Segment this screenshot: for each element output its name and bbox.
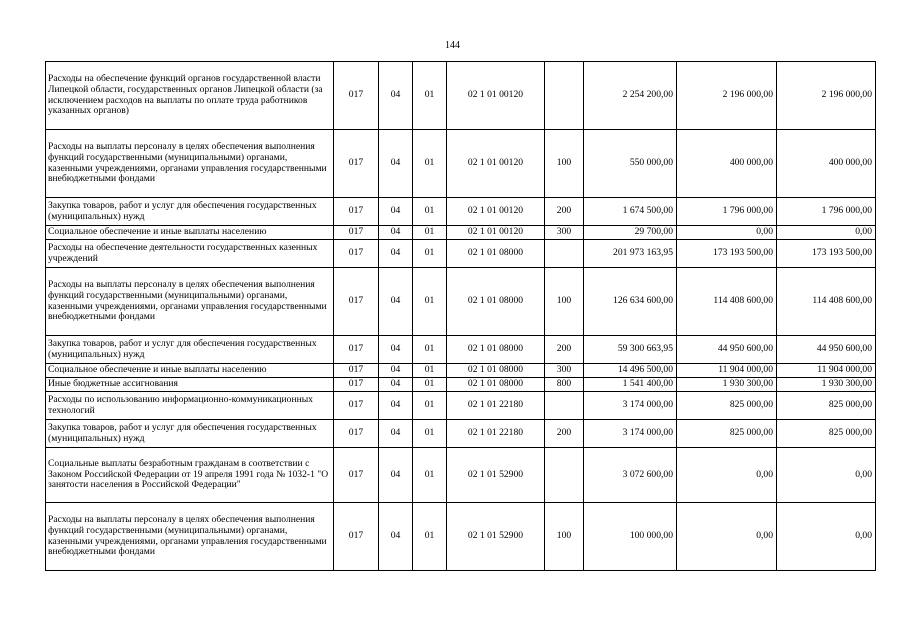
- row-expense-type: [545, 62, 584, 130]
- row-amount-year-2: 114 408 600,00: [677, 268, 777, 336]
- row-name: Расходы на выплаты персоналу в целях обеспечения выполнения функций государственными (муниципальными) органами, казенными учреждениями, органами управления государственными внебюджетными фондами: [46, 130, 334, 198]
- budget-table: [45, 61, 876, 571]
- row-target-article: 02 1 01 08000: [447, 268, 545, 336]
- row-amount-year-1: 3 174 000,00: [584, 392, 677, 420]
- table-row: [46, 420, 876, 448]
- row-expense-type: 300: [545, 226, 584, 240]
- row-ministry-code: 017: [334, 268, 379, 336]
- table-row: [46, 226, 876, 240]
- row-target-article: 02 1 01 08000: [447, 364, 545, 378]
- row-name: Закупка товаров, работ и услуг для обеспечения государственных (муниципальных) нужд: [46, 420, 334, 448]
- row-amount-year-3: 400 000,00: [777, 130, 876, 198]
- row-ministry-code: 017: [334, 378, 379, 392]
- row-amount-year-2: 0,00: [677, 226, 777, 240]
- row-subsection-code: 01: [413, 226, 447, 240]
- row-target-article: 02 1 01 52900: [447, 448, 545, 503]
- row-amount-year-1: 59 300 663,95: [584, 336, 677, 364]
- row-ministry-code: 017: [334, 503, 379, 571]
- row-amount-year-3: 0,00: [777, 226, 876, 240]
- row-target-article: 02 1 01 00120: [447, 226, 545, 240]
- row-name: Расходы на обеспечение деятельности государственных казенных учреждений: [46, 240, 334, 268]
- row-name: Расходы на выплаты персоналу в целях обеспечения выполнения функций государственными (муниципальными) органами, казенными учреждениями, органами управления государственными внебюджетными фондами: [46, 503, 334, 571]
- row-amount-year-3: 114 408 600,00: [777, 268, 876, 336]
- row-subsection-code: 01: [413, 392, 447, 420]
- row-section-code: 04: [379, 364, 413, 378]
- row-section-code: 04: [379, 268, 413, 336]
- row-expense-type: [545, 392, 584, 420]
- row-expense-type: 200: [545, 336, 584, 364]
- table-row: [46, 198, 876, 226]
- row-target-article: 02 1 01 08000: [447, 240, 545, 268]
- row-subsection-code: 01: [413, 503, 447, 571]
- row-amount-year-2: 173 193 500,00: [677, 240, 777, 268]
- row-amount-year-1: 126 634 600,00: [584, 268, 677, 336]
- table-row: [46, 448, 876, 503]
- row-section-code: 04: [379, 198, 413, 226]
- row-subsection-code: 01: [413, 62, 447, 130]
- row-name: Социальное обеспечение и иные выплаты населению: [46, 364, 334, 378]
- row-subsection-code: 01: [413, 198, 447, 226]
- table-row: [46, 364, 876, 378]
- row-ministry-code: 017: [334, 392, 379, 420]
- row-name: Расходы на выплаты персоналу в целях обеспечения выполнения функций государственными (муниципальными) органами, казенными учреждениями, органами управления государственными внебюджетными фондами: [46, 268, 334, 336]
- row-expense-type: 200: [545, 420, 584, 448]
- row-amount-year-3: 173 193 500,00: [777, 240, 876, 268]
- row-name: Расходы на обеспечение функций органов государственной власти Липецкой области, государственных органов Липецкой области (за исключением расходов на выплаты по оплате труда работников указанных органов): [46, 62, 334, 130]
- row-subsection-code: 01: [413, 268, 447, 336]
- row-section-code: 04: [379, 130, 413, 198]
- row-subsection-code: 01: [413, 336, 447, 364]
- row-name: Расходы по использованию информационно-коммуникационных технологий: [46, 392, 334, 420]
- row-target-article: 02 1 01 00120: [447, 62, 545, 130]
- row-target-article: 02 1 01 22180: [447, 420, 545, 448]
- row-expense-type: 300: [545, 364, 584, 378]
- row-target-article: 02 1 01 22180: [447, 392, 545, 420]
- row-ministry-code: 017: [334, 198, 379, 226]
- row-ministry-code: 017: [334, 240, 379, 268]
- row-ministry-code: 017: [334, 62, 379, 130]
- table-row: [46, 503, 876, 571]
- row-section-code: 04: [379, 62, 413, 130]
- row-name: Закупка товаров, работ и услуг для обеспечения государственных (муниципальных) нужд: [46, 336, 334, 364]
- row-expense-type: 200: [545, 198, 584, 226]
- row-amount-year-3: 1 930 300,00: [777, 378, 876, 392]
- row-target-article: 02 1 01 52900: [447, 503, 545, 571]
- row-amount-year-3: 11 904 000,00: [777, 364, 876, 378]
- table-row: [46, 268, 876, 336]
- page-number: 144: [445, 40, 460, 51]
- table-row: [46, 336, 876, 364]
- row-name: Социальные выплаты безработным гражданам в соответствии с Законом Российской Федерации от 19 апреля 1991 года № 1032-1 "О занятости населения в Российской Федерации": [46, 448, 334, 503]
- table-row: [46, 378, 876, 392]
- row-subsection-code: 01: [413, 364, 447, 378]
- row-amount-year-2: 1 796 000,00: [677, 198, 777, 226]
- row-amount-year-1: 100 000,00: [584, 503, 677, 571]
- row-target-article: 02 1 01 00120: [447, 130, 545, 198]
- row-amount-year-3: 825 000,00: [777, 392, 876, 420]
- row-amount-year-3: 44 950 600,00: [777, 336, 876, 364]
- row-section-code: 04: [379, 392, 413, 420]
- row-amount-year-2: 11 904 000,00: [677, 364, 777, 378]
- row-name: Иные бюджетные ассигнования: [46, 378, 334, 392]
- row-subsection-code: 01: [413, 130, 447, 198]
- row-expense-type: 800: [545, 378, 584, 392]
- row-amount-year-3: 0,00: [777, 503, 876, 571]
- table-body: [46, 62, 876, 571]
- row-amount-year-1: 201 973 163,95: [584, 240, 677, 268]
- row-section-code: 04: [379, 503, 413, 571]
- row-amount-year-2: 0,00: [677, 448, 777, 503]
- row-section-code: 04: [379, 240, 413, 268]
- row-section-code: 04: [379, 378, 413, 392]
- row-subsection-code: 01: [413, 378, 447, 392]
- row-amount-year-1: 1 674 500,00: [584, 198, 677, 226]
- row-target-article: 02 1 01 08000: [447, 378, 545, 392]
- row-name: Закупка товаров, работ и услуг для обеспечения государственных (муниципальных) нужд: [46, 198, 334, 226]
- row-target-article: 02 1 01 08000: [447, 336, 545, 364]
- table-row: [46, 130, 876, 198]
- row-subsection-code: 01: [413, 448, 447, 503]
- row-ministry-code: 017: [334, 420, 379, 448]
- row-expense-type: 100: [545, 503, 584, 571]
- row-amount-year-3: 1 796 000,00: [777, 198, 876, 226]
- row-amount-year-1: 29 700,00: [584, 226, 677, 240]
- row-ministry-code: 017: [334, 226, 379, 240]
- table-row: [46, 62, 876, 130]
- row-amount-year-1: 3 174 000,00: [584, 420, 677, 448]
- row-amount-year-1: 1 541 400,00: [584, 378, 677, 392]
- row-section-code: 04: [379, 420, 413, 448]
- table-row: [46, 392, 876, 420]
- row-amount-year-2: 825 000,00: [677, 420, 777, 448]
- row-expense-type: [545, 448, 584, 503]
- row-amount-year-1: 550 000,00: [584, 130, 677, 198]
- row-amount-year-3: 0,00: [777, 448, 876, 503]
- row-ministry-code: 017: [334, 448, 379, 503]
- row-expense-type: 100: [545, 268, 584, 336]
- row-expense-type: 100: [545, 130, 584, 198]
- row-amount-year-1: 2 254 200,00: [584, 62, 677, 130]
- row-amount-year-1: 14 496 500,00: [584, 364, 677, 378]
- table-row: [46, 240, 876, 268]
- row-subsection-code: 01: [413, 420, 447, 448]
- row-ministry-code: 017: [334, 364, 379, 378]
- row-amount-year-2: 825 000,00: [677, 392, 777, 420]
- row-amount-year-1: 3 072 600,00: [584, 448, 677, 503]
- row-target-article: 02 1 01 00120: [447, 198, 545, 226]
- row-amount-year-3: 2 196 000,00: [777, 62, 876, 130]
- row-ministry-code: 017: [334, 130, 379, 198]
- row-subsection-code: 01: [413, 240, 447, 268]
- row-expense-type: [545, 240, 584, 268]
- row-section-code: 04: [379, 226, 413, 240]
- row-amount-year-3: 825 000,00: [777, 420, 876, 448]
- row-amount-year-2: 2 196 000,00: [677, 62, 777, 130]
- row-amount-year-2: 400 000,00: [677, 130, 777, 198]
- row-amount-year-2: 1 930 300,00: [677, 378, 777, 392]
- row-section-code: 04: [379, 448, 413, 503]
- row-name: Социальное обеспечение и иные выплаты населению: [46, 226, 334, 240]
- row-section-code: 04: [379, 336, 413, 364]
- row-amount-year-2: 44 950 600,00: [677, 336, 777, 364]
- row-ministry-code: 017: [334, 336, 379, 364]
- row-amount-year-2: 0,00: [677, 503, 777, 571]
